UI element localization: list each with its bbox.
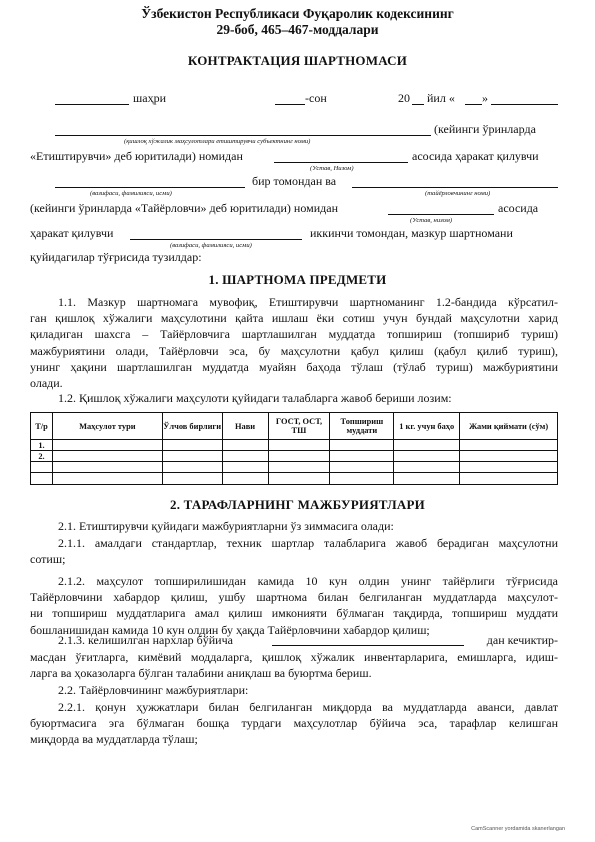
section2-title: 2. ТАРАФЛАРНИНГ МАЖБУРИЯТЛАРИ <box>170 497 425 512</box>
table-cell <box>394 473 460 485</box>
table-cell <box>394 451 460 462</box>
day-blank <box>465 104 482 105</box>
p11-line: унинг ҳақини шартлашилган муддатда муайян баҳода тўлаш (тўлаб туриш) мажбуриятини <box>30 359 558 374</box>
section1-title: 1. ШАРТНОМА ПРЕДМЕТИ <box>208 272 387 287</box>
table-cell <box>52 462 162 473</box>
caption-producer: (қишлоқ хўжалик маҳсулотлари етиштирувчи субъектнинг номи) <box>124 138 311 145</box>
header-line-1: Ўзбекистон Республикаси Фуқаролик кодексининг <box>141 6 454 21</box>
table-cell <box>222 473 268 485</box>
producer-name-blank <box>55 135 431 136</box>
table-header-cell: Нави <box>222 413 268 440</box>
position-blank-1 <box>55 187 245 188</box>
caption-position-2: (вазифаси, фамилияси, исми) <box>170 242 252 249</box>
table-row <box>31 462 558 473</box>
p11-line: мажбуриятини олади, Тайёрловчи эса, бу маҳсулотни қабул қилиш (қабул қилиб туриш), <box>30 343 558 358</box>
table-cell <box>222 462 268 473</box>
paragraph-2-1-3-rest <box>30 649 558 681</box>
table-header-cell: Маҳсулот тури <box>52 413 162 440</box>
table-cell <box>162 440 222 451</box>
table-header-cell: ГОСТ, ОСТ, ТШ <box>268 413 330 440</box>
charter-blank-2 <box>388 214 494 215</box>
table-header-cell: 1 кг. учун баҳо <box>394 413 460 440</box>
p11-line: 1.1. Мазкур шартномага мувофиқ, Етиштирувчи шартноманинг 1.2-бандида кўрсатил- <box>58 295 558 309</box>
city-blank <box>55 104 129 105</box>
table-cell <box>222 451 268 462</box>
position-blank-2 <box>130 239 302 240</box>
table-cell <box>330 451 394 462</box>
table-cell <box>330 462 394 473</box>
table-cell <box>268 462 330 473</box>
table-row <box>31 451 558 462</box>
table-row <box>31 440 558 451</box>
paragraph-1-1 <box>30 294 558 391</box>
p11-line: қиладиган шахсга – Тайёрловчига шартлашилган муддатда топшириш (топшириб туриш) <box>30 327 558 342</box>
table-cell <box>222 440 268 451</box>
paragraph-2-2: 2.2. Тайёрловчининг мажбуриятлари: <box>58 683 249 697</box>
year-prefix: 20 <box>398 91 410 105</box>
caption-charter-1: (Устав, Низом) <box>310 165 354 172</box>
caption-charter-2: (Устав, низом) <box>410 217 453 224</box>
caption-buyer: (тайёрловчининг номи) <box>425 190 491 197</box>
table-header-cell: Топшириш муддати <box>330 413 394 440</box>
paragraph-2-1-3-end: дан кечиктир- <box>486 633 558 647</box>
p11-line: олади. <box>30 375 63 390</box>
document-title: КОНТРАКТАЦИЯ ШАРТНОМАСИ <box>187 53 408 68</box>
parties-line6: қуйидагилар тўғрисида тузилдар: <box>30 250 202 264</box>
p221-line: миқдорда ва муддатларда тўлаш; <box>30 732 198 747</box>
p212-line: ни топшириш муддатларига амал қилиш имконияти бўлмаган тақдирда, топшириш муддати <box>30 606 558 621</box>
paragraph-1-2: 1.2. Қишлоқ хўжалиги маҳсулоти қуйидаги талабларга жавоб бериши лозим: <box>58 391 452 405</box>
deadline-blank <box>272 645 464 646</box>
table-cell: 1. <box>31 440 53 451</box>
table-cell <box>52 451 162 462</box>
charter-blank-1 <box>274 162 408 163</box>
number-blank <box>275 104 305 105</box>
table-cell <box>460 440 558 451</box>
table-cell <box>162 451 222 462</box>
buyer-name-blank <box>352 187 558 188</box>
table-cell <box>31 473 53 485</box>
parties-line2-end: асосида ҳаракат қилувчи <box>412 149 539 163</box>
p211-line: 2.1.1. амалдаги стандартлар, техник шартлар талабларига жавоб берадиган маҳсулотни <box>58 536 558 550</box>
parties-line5-end: иккинчи томондан, мазкур шартномани <box>310 226 513 240</box>
number-suffix: -сон <box>305 91 327 105</box>
table-header-cell: Жами қиймати (сўм) <box>460 413 558 440</box>
table-cell <box>268 451 330 462</box>
table-cell <box>162 473 222 485</box>
parties-line4-end: асосида <box>498 201 539 215</box>
table-header-row <box>31 413 558 440</box>
table-cell <box>52 440 162 451</box>
table-cell <box>31 462 53 473</box>
paragraph-2-1-2 <box>30 573 558 638</box>
table-cell <box>460 451 558 462</box>
product-table <box>30 412 558 485</box>
year-blank <box>412 104 424 105</box>
paragraph-2-1: 2.1. Етиштирувчи қуйидаги мажбуриятларни ўз зиммасига олади: <box>58 519 394 533</box>
year-suffix: йил « <box>427 91 455 105</box>
table-cell <box>162 462 222 473</box>
table-cell <box>394 462 460 473</box>
table-header-cell: Ўлчов бирлиги <box>162 413 222 440</box>
table-cell <box>460 462 558 473</box>
p221-line: буюртмасига эга бўлмаган бошқа турдаги маҳсулотлар бўйича эса, тарафлар келишган <box>30 716 558 731</box>
month-blank <box>491 104 558 105</box>
parties-line2-start: «Етиштирувчи» деб юритилади) номидан <box>30 149 243 163</box>
table-cell <box>268 473 330 485</box>
table-row <box>31 473 558 485</box>
p212-line: 2.1.2. маҳсулот топширилишидан камида 10 кун олдин унинг тайёрлиги тўғрисида <box>58 574 558 588</box>
p221-line: 2.2.1. қонун ҳужжатлари билан белгиланган миқдорда ва муддатларда аванси, давлат <box>58 700 558 714</box>
quote-close: » <box>482 91 488 105</box>
header-line-2: 29-боб, 465–467-моддалари <box>216 22 379 37</box>
table-cell <box>460 473 558 485</box>
p212-line: Тайёрловчини хабардор қилиш, ушбу шартнома билан белгиланган муддатларда маҳсулот- <box>30 590 558 605</box>
table-cell: 2. <box>31 451 53 462</box>
city-suffix: шаҳри <box>133 91 166 105</box>
p213-line: масдан ўғитларга, кимёвий моддаларга, қишлоқ хўжалик инвентарларига, емишларга, идиш- <box>30 650 558 664</box>
table-cell <box>330 473 394 485</box>
parties-line4-start: (кейинги ўринларда «Тайёрловчи» деб юритилади) номидан <box>30 201 338 215</box>
p213-line: ларга ва ҳоказоларга бўлган талабини аниқлаш ва буюртма бериш. <box>30 666 372 681</box>
p11-line: ган қишлоқ хўжалиги маҳсулотини қайта ишлаш ёки сотиш учун бундай маҳсулотни харид <box>30 311 558 326</box>
paragraph-2-1-1 <box>30 535 558 567</box>
parties-line5-start: ҳаракат қилувчи <box>30 226 114 240</box>
paragraph-2-1-3-start: 2.1.3. келишилган нархлар бўйича <box>58 633 233 647</box>
p211-line: сотиш; <box>30 552 66 567</box>
paragraph-2-2-1 <box>30 699 558 748</box>
table-cell <box>330 440 394 451</box>
table-cell <box>268 440 330 451</box>
scanner-footer: CamScanner yordamida skanerlangan <box>471 826 565 832</box>
table-cell <box>394 440 460 451</box>
parties-line1-end: (кейинги ўринларда <box>434 122 536 136</box>
parties-line3-mid: бир томондан ва <box>252 174 337 188</box>
caption-position-1: (вазифаси, фамилияси, исми) <box>90 190 172 197</box>
table-header-cell: Т/р <box>31 413 53 440</box>
table-cell <box>52 473 162 485</box>
p212-line: бошланишидан камида 10 кун олдин бу ҳақда Тайёрловчини хабардор қилиш; <box>30 622 430 637</box>
